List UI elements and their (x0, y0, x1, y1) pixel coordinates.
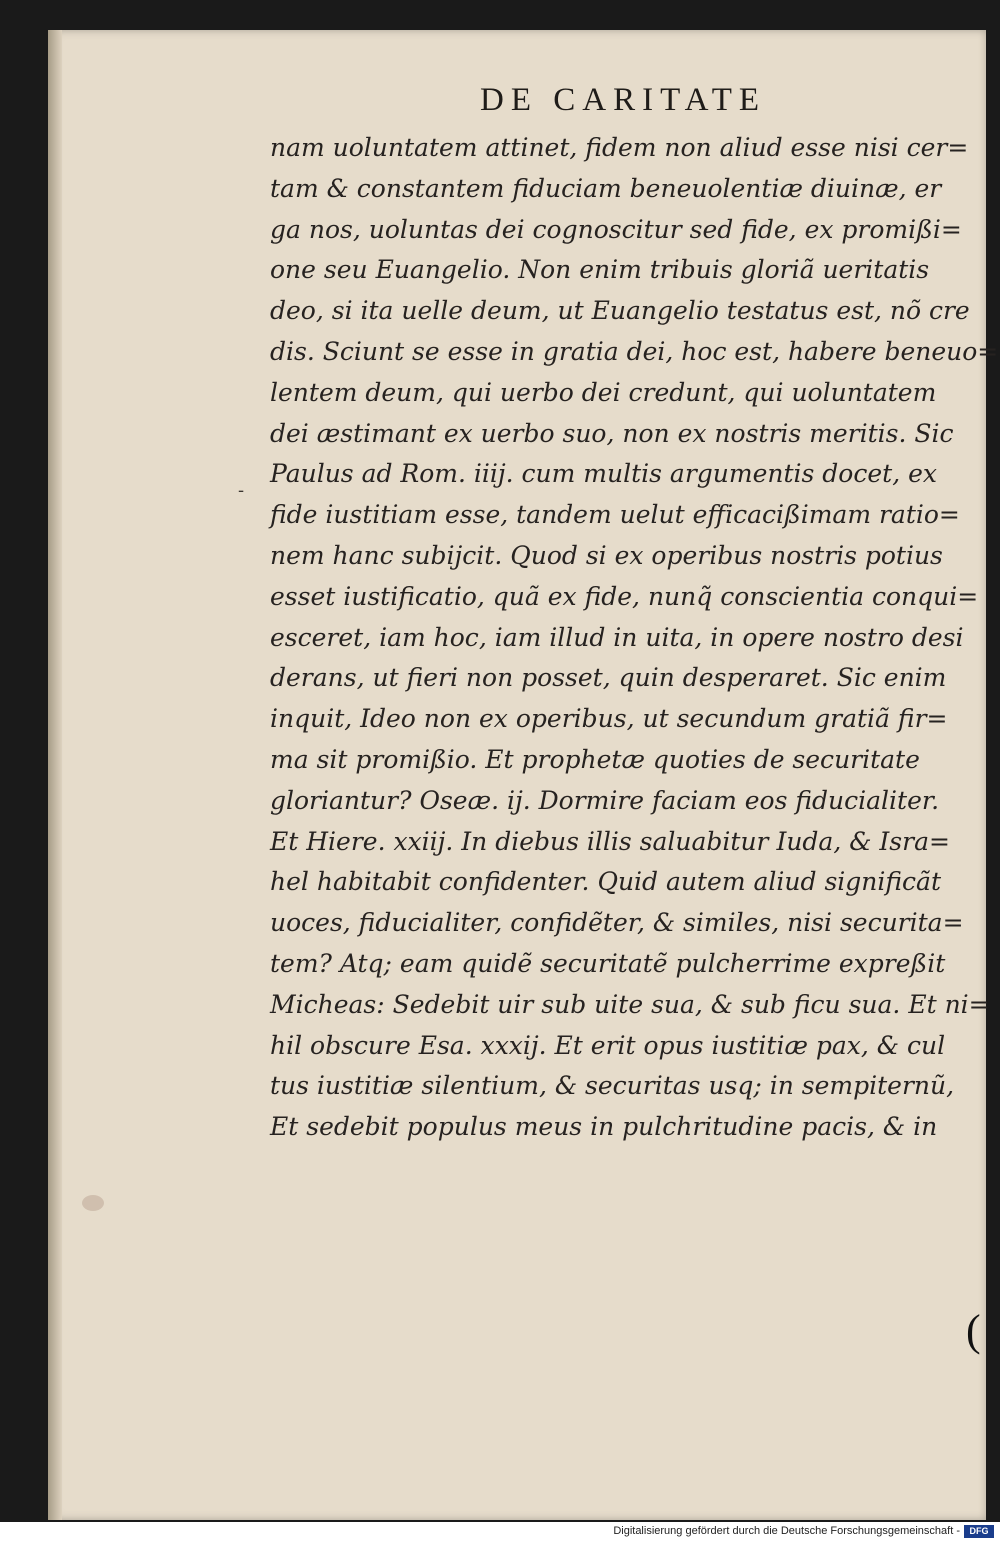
text-line: derans, ut fieri non posset, quin desperaret. Sic enim (270, 663, 947, 693)
text-line: hel habitabit confidenter. Quid autem aliud significãt (270, 867, 941, 897)
text-line: deo, si ita uelle deum, ut Euangelio testatus est, nõ cre (270, 296, 970, 326)
text-line: tus iustitiæ silentium, & securitas usq; in sempiternũ, (270, 1071, 955, 1101)
bracket-mark: ( (966, 1306, 981, 1355)
body-text (270, 128, 999, 1148)
dfg-logo-icon: DFG (964, 1525, 994, 1538)
footer-bar (0, 1522, 1000, 1542)
text-line: nam uoluntatem attinet, fidem non aliud esse nisi cer= (270, 133, 969, 162)
paper-stain (82, 1195, 104, 1211)
text-line: Micheas: Sedebit uir sub uite sua, & sub ficu sua. Et ni= (270, 989, 990, 1019)
margin-dash: - (238, 480, 245, 501)
text-line: dei æstimant ex uerbo suo, non ex nostris meritis. Sic (270, 418, 954, 448)
text-line: gloriantur? Oseæ. ij. Dormire faciam eos fiducialiter. (270, 785, 940, 815)
text-line: tem? Atq; eam quidẽ securitatẽ pulcherrime expreßit (270, 948, 946, 978)
page-gutter-shadow (48, 30, 62, 1520)
text-line: lentem deum, qui uerbo dei credunt, qui uoluntatem (270, 377, 937, 407)
text-line: hil obscure Esa. xxxij. Et erit opus iustitiæ pax, & cul (270, 1030, 946, 1060)
text-line: fide iustitiam esse, tandem uelut efficacißimam ratio= (270, 500, 960, 530)
text-line: one seu Euangelio. Non enim tribuis gloriã ueritatis (270, 255, 930, 285)
text-line: nem hanc subijcit. Quod si ex operibus nostris potius (270, 540, 943, 570)
text-line: esset iustificatio, quã ex fide, nunq̃ conscientia conqui= (270, 581, 979, 611)
text-line: Paulus ad Rom. iiij. cum multis argumentis docet, ex (270, 459, 937, 489)
text-line: Et sedebit populus meus in pulchritudine pacis, & in (270, 1112, 938, 1142)
text-line: dis. Sciunt se esse in gratia dei, hoc est, habere beneuo= (270, 336, 999, 366)
text-line: Et Hiere. xxiij. In diebus illis saluabitur Iuda, & Isra= (270, 826, 950, 856)
text-line: uoces, fiducialiter, confidẽter, & similes, nisi securita= (270, 908, 964, 938)
text-line: ma sit promißio. Et prophetæ quoties de securitate (270, 744, 920, 774)
footer-credit: Digitalisierung gefördert durch die Deutsche Forschungsgemeinschaft - (613, 1525, 960, 1537)
text-line: ga nos, uoluntas dei cognoscitur sed fide, ex promißi= (270, 214, 962, 244)
text-line: esceret, iam hoc, iam illud in uita, in opere nostro desi (270, 622, 964, 652)
text-line: inquit, Ideo non ex operibus, ut secundum gratiã fir= (270, 704, 948, 734)
text-line: tam & constantem fiduciam beneuolentiæ diuinæ, er (270, 173, 942, 203)
running-head: DE CARITATE (480, 82, 767, 118)
